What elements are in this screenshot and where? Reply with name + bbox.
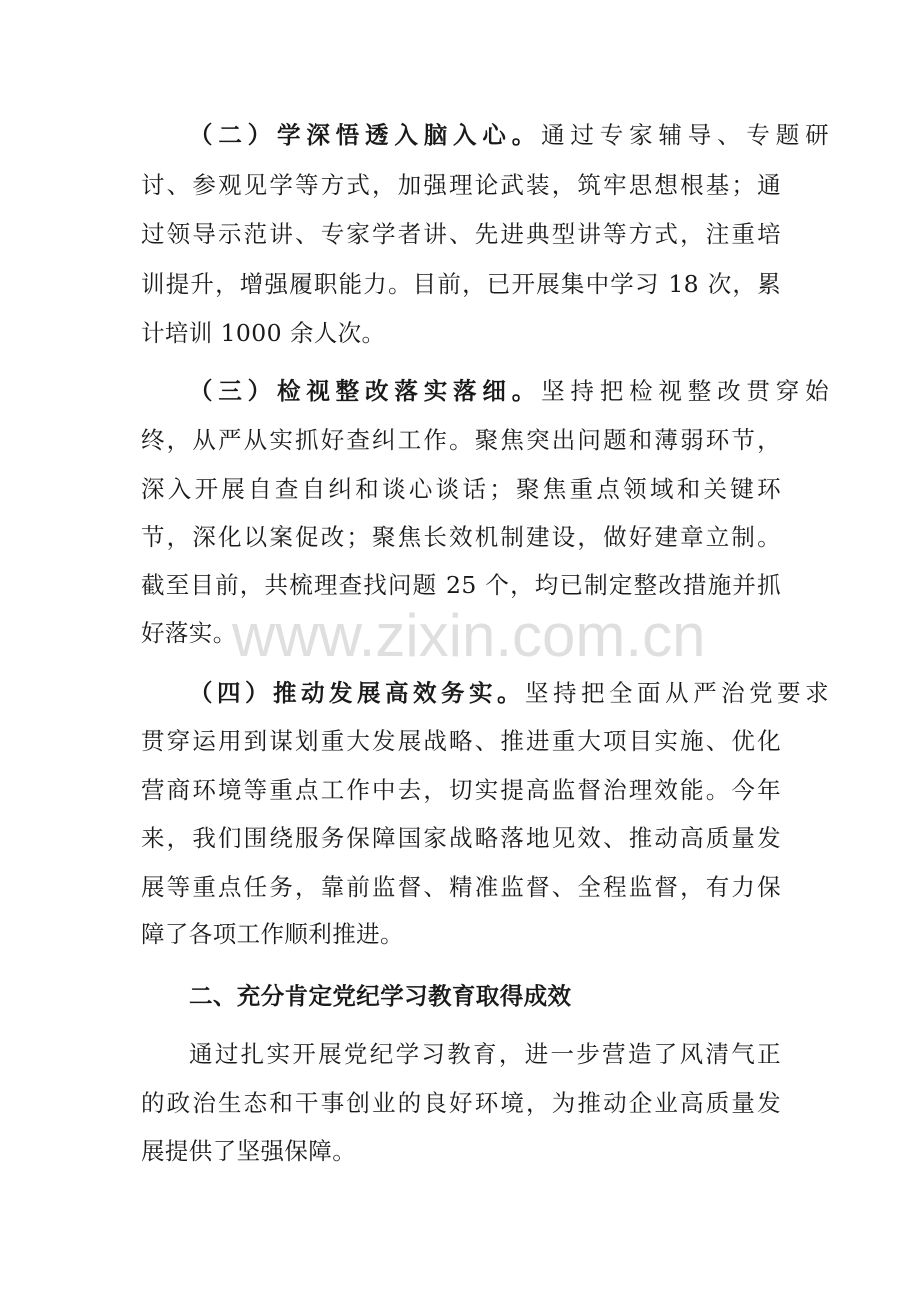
section-2-text: 通过专家辅导、专题研: [541, 121, 829, 149]
section-4-line-4: 来，我们围绕服务保障国家战略落地见效、推动高质量发: [141, 824, 781, 852]
part-2-line-3: 展提供了坚强保障。: [141, 1137, 357, 1165]
section-4-line-1: [189, 677, 829, 709]
section-2-line-4: 训提升，增强履职能力。目前，已开展集中学习 18 次，累: [141, 270, 781, 298]
section-4-line-6: 障了各项工作顺利推进。: [141, 920, 404, 948]
section-2-line-5: 计培训 1000 余人次。: [141, 319, 386, 347]
section-4-heading: （四）推动发展高效务实。: [189, 679, 526, 707]
section-3-line-4: 节，深化以案促改；聚焦长效机制建设，做好建章立制。: [141, 523, 781, 551]
part-2-line-1: 通过扎实开展党纪学习教育，进一步营造了风清气正: [189, 1040, 781, 1068]
section-4-text: 坚持把全面从严治党要求: [525, 679, 829, 707]
section-3-heading: （三）检视整改落实落细。: [189, 377, 542, 405]
section-4-line-3: 营商环境等重点工作中去，切实提高监督治理效能。今年: [141, 776, 781, 804]
section-2-heading: （二）学深悟透入脑入心。: [189, 121, 542, 149]
section-3-line-3: 深入开展自查自纠和谈心谈话；聚焦重点领域和关键环: [141, 475, 781, 503]
section-2-line-1: [189, 119, 829, 151]
section-3-line-1: [189, 375, 829, 407]
section-2-line-3: 过领导示范讲、专家学者讲、先进典型讲等方式，注重培: [141, 220, 781, 248]
section-3-line-5: 截至目前，共梳理查找问题 25 个，均已制定整改措施并抓: [141, 571, 781, 599]
part-2-heading: 二、充分肯定党纪学习教育取得成效: [189, 982, 572, 1010]
section-4-line-2: 贯穿运用到谋划重大发展战略、推进重大项目实施、优化: [141, 727, 781, 755]
part-2-line-2: 的政治生态和干事创业的良好环境，为推动企业高质量发: [141, 1089, 781, 1117]
section-3-line-2: 终，从严从实抓好查纠工作。聚焦突出问题和薄弱环节，: [141, 426, 781, 454]
watermark: www.zixin.com.cn: [232, 602, 706, 669]
section-4-line-5: 展等重点任务，靠前监督、精准监督、全程监督，有力保: [141, 873, 781, 901]
section-2-line-2: 讨、参观见学等方式，加强理论武装，筑牢思想根基；通: [141, 171, 781, 199]
section-3-line-6: 好落实。: [141, 619, 237, 647]
section-3-text: 坚持把检视整改贯穿始: [541, 377, 829, 405]
